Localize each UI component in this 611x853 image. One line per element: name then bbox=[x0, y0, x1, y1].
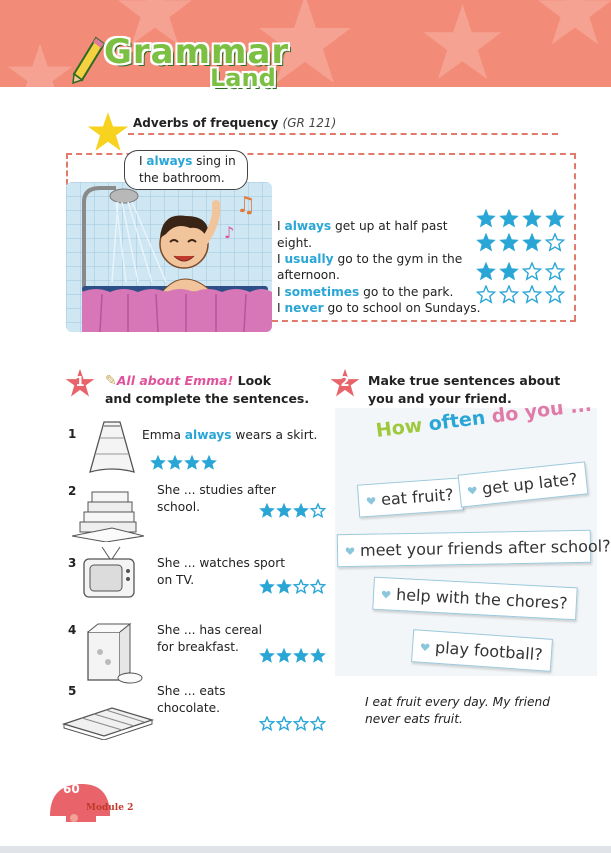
filled-star-icon bbox=[260, 649, 273, 662]
frequency-sentence-cont: eight. bbox=[277, 236, 312, 250]
adverbs-section-title bbox=[133, 116, 336, 130]
shower-illustration bbox=[66, 182, 272, 332]
svg-text:♪: ♪ bbox=[224, 223, 235, 242]
filled-star-icon bbox=[294, 649, 307, 662]
frequency-sentence: I sometimes go to the park. bbox=[277, 285, 454, 299]
svg-text:♫: ♫ bbox=[236, 193, 256, 218]
item-number: 2 bbox=[68, 484, 77, 498]
logo-title: Grammar bbox=[104, 32, 290, 72]
how-often-title: How often do you ... bbox=[374, 393, 593, 442]
frequency-sentence: I always get up at half past bbox=[277, 219, 448, 233]
frequency-sentence: I never go to school on Sundays. bbox=[277, 301, 481, 315]
filled-star-icon bbox=[277, 504, 290, 517]
item-number: 3 bbox=[68, 556, 77, 570]
header-star-icon bbox=[0, 40, 80, 87]
filled-star-icon bbox=[202, 456, 215, 469]
frequency-sentence-cont: afternoon. bbox=[277, 268, 340, 282]
rating-stars bbox=[476, 233, 572, 253]
empty-star-icon bbox=[546, 286, 563, 302]
empty-star-icon bbox=[277, 717, 290, 730]
phrase-card: play football? bbox=[411, 629, 553, 672]
frequency-sentence: I usually go to the gym in the bbox=[277, 252, 463, 266]
heart-icon bbox=[366, 495, 377, 506]
exercise-number: 1 bbox=[75, 375, 85, 390]
heart-icon bbox=[345, 545, 355, 555]
empty-star-icon bbox=[311, 504, 324, 517]
rating-stars bbox=[150, 455, 222, 473]
item-sentence: She ... has cereal for breakfast. bbox=[157, 623, 263, 654]
exercise1-instructions: ✎All about Emma! Look and complete the sentences. bbox=[105, 373, 310, 406]
filled-star-icon bbox=[260, 504, 273, 517]
empty-star-icon bbox=[477, 286, 494, 302]
filled-star-icon bbox=[500, 210, 517, 226]
filled-star-icon bbox=[500, 263, 517, 279]
dashed-frame-right bbox=[574, 153, 576, 321]
item-number: 1 bbox=[68, 427, 77, 441]
heart-icon bbox=[381, 589, 392, 600]
pencil-icon bbox=[70, 36, 106, 84]
page-number: 60 bbox=[63, 782, 80, 796]
example-answer: I eat fruit every day. My friend never eats fruit. bbox=[365, 695, 550, 726]
filled-star-icon bbox=[294, 504, 307, 517]
dashed-frame-bottom bbox=[272, 320, 576, 322]
empty-star-icon bbox=[546, 263, 563, 279]
header-star-icon bbox=[530, 0, 611, 50]
heart-icon bbox=[420, 641, 431, 652]
empty-star-icon bbox=[294, 717, 307, 730]
speech-bubble: I always sing in the bathroom. bbox=[124, 150, 248, 190]
module-label: Module 2 bbox=[86, 803, 134, 813]
chocolate-icon bbox=[62, 700, 154, 740]
empty-star-icon bbox=[260, 717, 273, 730]
filled-star-icon bbox=[185, 456, 198, 469]
books-icon bbox=[72, 484, 148, 542]
rating-stars bbox=[259, 716, 331, 734]
rating-stars bbox=[259, 579, 331, 597]
rating-stars bbox=[259, 648, 331, 666]
item-number: 5 bbox=[68, 684, 77, 698]
header-star-icon bbox=[415, 0, 510, 85]
filled-star-icon bbox=[477, 263, 494, 279]
filled-star-icon bbox=[477, 234, 494, 250]
dashed-frame-left bbox=[66, 153, 68, 185]
rating-stars bbox=[476, 285, 572, 305]
empty-star-icon bbox=[546, 234, 563, 250]
filled-star-icon bbox=[151, 456, 164, 469]
filled-star-icon bbox=[260, 580, 273, 593]
bottom-edge bbox=[0, 846, 611, 853]
phrase-card: meet your friends after school? bbox=[337, 530, 592, 567]
adverbs-title-text: Adverbs of frequency bbox=[133, 116, 279, 130]
item-sentence: Emma always wears a skirt. bbox=[142, 428, 318, 442]
rating-stars bbox=[259, 503, 331, 521]
filled-star-icon bbox=[500, 234, 517, 250]
empty-star-icon bbox=[500, 286, 517, 302]
pen-icon: ✎ bbox=[105, 373, 117, 389]
page-number-mushroom bbox=[46, 778, 134, 822]
filled-star-icon bbox=[477, 210, 494, 226]
dashed-divider bbox=[128, 133, 558, 135]
skirt-icon bbox=[88, 418, 136, 476]
phrase-card: get up late? bbox=[458, 461, 588, 507]
item-number: 4 bbox=[68, 623, 77, 637]
filled-star-icon bbox=[168, 456, 181, 469]
heart-icon bbox=[467, 484, 478, 495]
empty-star-icon bbox=[311, 717, 324, 730]
filled-star-icon bbox=[546, 210, 563, 226]
phrase-card: eat fruit? bbox=[357, 477, 464, 517]
empty-star-icon bbox=[523, 263, 540, 279]
item-sentence: She ... watches sport on TV. bbox=[157, 556, 286, 587]
cereal-icon bbox=[82, 622, 144, 688]
grammar-reference: (GR 121) bbox=[282, 116, 337, 130]
exercise2-instructions: Make true sentences about you and your friend. bbox=[368, 373, 561, 406]
tv-icon bbox=[80, 545, 140, 603]
logo-subtitle: Land bbox=[210, 64, 276, 92]
grammar-land-logo bbox=[74, 30, 304, 92]
exercise-number: 2 bbox=[340, 375, 350, 390]
yellow-star-icon bbox=[86, 111, 130, 153]
filled-star-icon bbox=[523, 234, 540, 250]
item-sentence: She ... studies after school. bbox=[157, 483, 276, 514]
rating-stars bbox=[476, 262, 572, 282]
filled-star-icon bbox=[277, 649, 290, 662]
empty-star-icon bbox=[311, 580, 324, 593]
filled-star-icon bbox=[277, 580, 290, 593]
filled-star-icon bbox=[311, 649, 324, 662]
adverb-highlight: always bbox=[146, 154, 193, 168]
phrase-card: help with the chores? bbox=[372, 577, 577, 621]
filled-star-icon bbox=[523, 210, 540, 226]
empty-star-icon bbox=[294, 580, 307, 593]
rating-stars bbox=[476, 209, 572, 229]
item-sentence: She ... eats chocolate. bbox=[157, 684, 226, 715]
empty-star-icon bbox=[523, 286, 540, 302]
